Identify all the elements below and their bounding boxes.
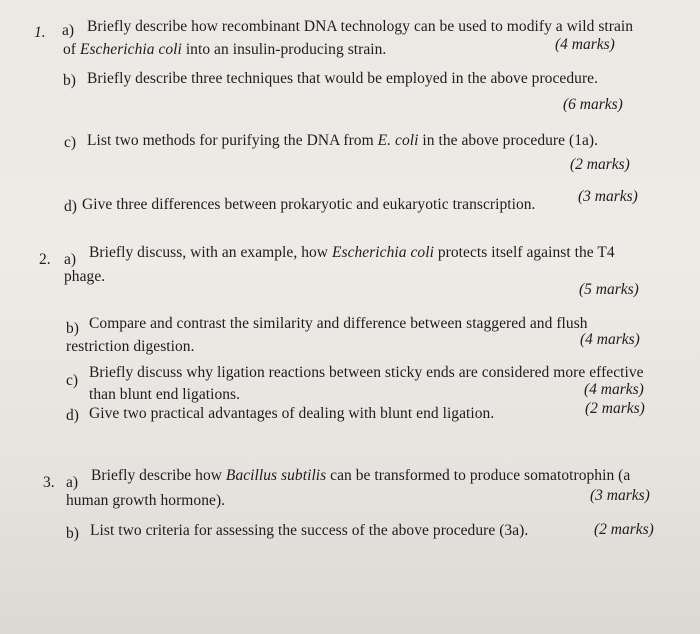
q3b-text: List two criteria for assessing the success of the above procedure (3a). <box>90 522 529 539</box>
q1a-label: a) <box>62 22 75 39</box>
q2-number: 2. <box>39 251 51 268</box>
q3a-label: a) <box>66 474 79 491</box>
q2b-marks: (4 marks) <box>580 331 640 348</box>
q1a-line2: of Escherichia coli into an insulin-producing strain. <box>63 41 387 58</box>
q2b-label: b) <box>66 320 80 337</box>
q1c-label: c) <box>64 134 77 151</box>
q2b-line2: restriction digestion. <box>66 338 195 355</box>
q1c-marks: (2 marks) <box>570 156 630 173</box>
q1a-marks: (4 marks) <box>555 36 615 53</box>
q1d-text: Give three differences between prokaryotic and eukaryotic transcription. <box>82 196 536 213</box>
q1d-marks: (3 marks) <box>578 188 638 205</box>
q2d-label: d) <box>66 407 80 424</box>
q3a-line2: human growth hormone). <box>66 492 226 509</box>
q2a-line1: Briefly discuss, with an example, how Escherichia coli protects itself against the T4 <box>89 244 615 261</box>
q3b-label: b) <box>66 525 80 542</box>
q2a-label: a) <box>64 251 77 268</box>
q1d-label: d) <box>64 198 78 215</box>
q1c-text: List two methods for purifying the DNA from E. coli in the above procedure (1a). <box>87 132 599 149</box>
q2d-text: Give two practical advantages of dealing with blunt end ligation. <box>89 405 495 422</box>
q3a-marks: (3 marks) <box>590 487 650 504</box>
q2c-label: c) <box>66 372 79 389</box>
q3-number: 3. <box>43 474 55 491</box>
q2b-line1: Compare and contrast the similarity and difference between staggered and flush <box>89 315 588 332</box>
q1b-text: Briefly describe three techniques that would be employed in the above procedure. <box>87 70 599 87</box>
q2c-marks: (4 marks) <box>584 381 644 398</box>
q3b-marks: (2 marks) <box>594 521 654 538</box>
q1b-label: b) <box>63 72 77 89</box>
q1a-line1: Briefly describe how recombinant DNA technology can be used to modify a wild strain <box>87 18 634 35</box>
q2c-line1: Briefly discuss why ligation reactions between sticky ends are considered more effective <box>89 364 644 381</box>
q2a-marks: (5 marks) <box>579 281 639 298</box>
q1b-marks: (6 marks) <box>563 96 623 113</box>
q3a-line1: Briefly describe how Bacillus subtilis can be transformed to produce somatotrophin (a <box>91 467 631 484</box>
q2c-line2: than blunt end ligations. <box>89 386 241 403</box>
q2d-marks: (2 marks) <box>585 400 645 417</box>
q1-number: 1. <box>34 24 46 41</box>
q2a-line2: phage. <box>64 268 106 285</box>
